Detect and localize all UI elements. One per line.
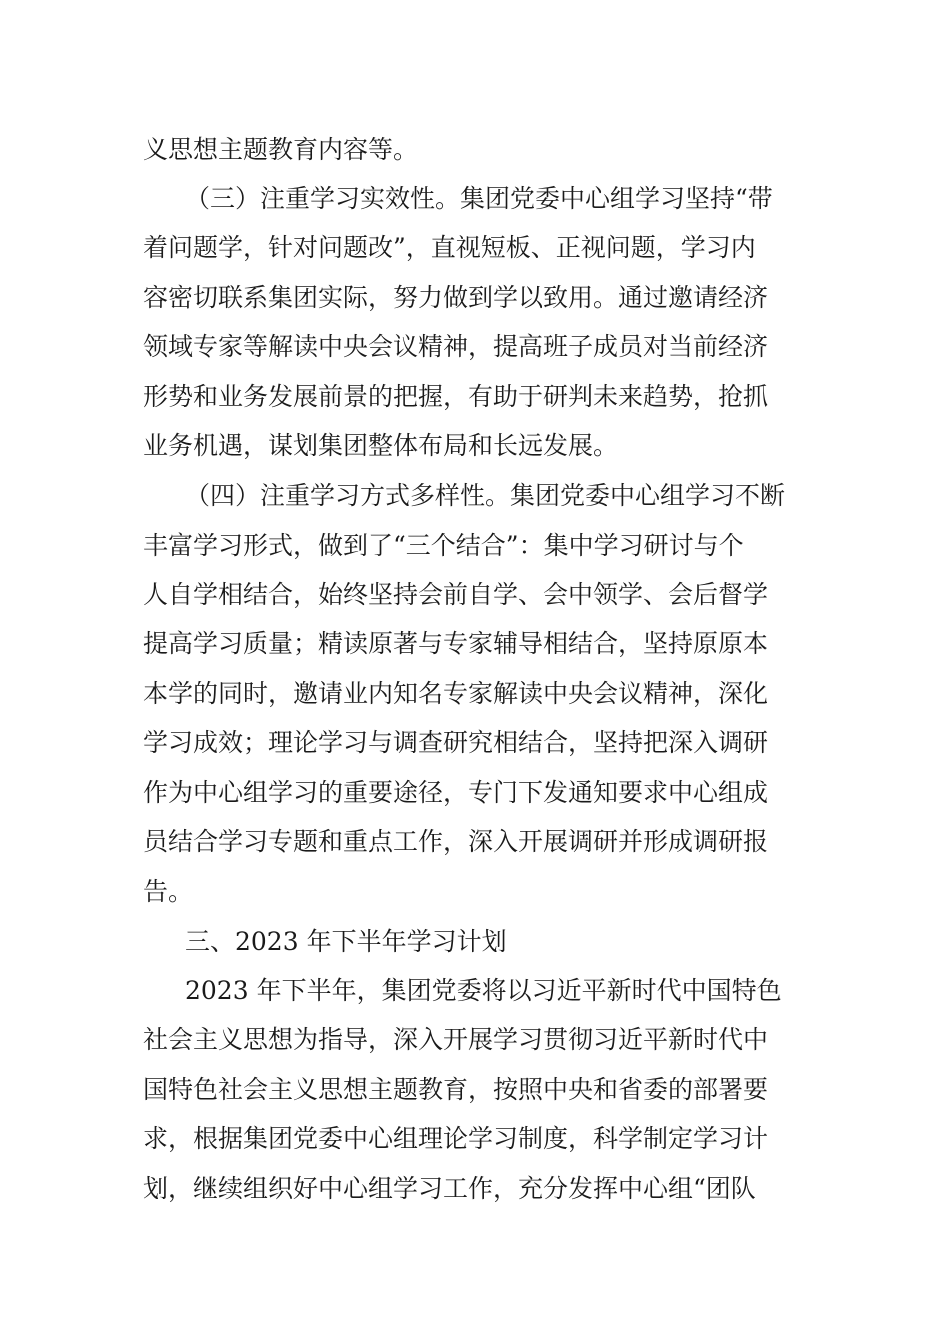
- text-line: 告。: [143, 877, 194, 906]
- text-line: 学习成效；理论学习与调查研究相结合，坚持把深入调研: [143, 728, 769, 757]
- text-line: 本学的同时，邀请业内知名专家解读中央会议精神，深化: [143, 679, 769, 708]
- text-line: 义思想主题教育内容等。: [143, 135, 419, 164]
- text-line: 领域专家等解读中央会议精神，提高班子成员对当前经济: [143, 332, 769, 361]
- text-line: 划，继续组织好中心组学习工作，充分发挥中心组“团队: [143, 1174, 756, 1203]
- text-line: 着问题学，针对问题改”，直视短板、正视问题，学习内: [143, 233, 756, 262]
- text-line: 形势和业务发展前景的把握，有助于研判未来趋势，抢抓: [143, 382, 769, 411]
- text-line: 员结合学习专题和重点工作，深入开展调研并形成调研报: [143, 827, 769, 856]
- text-line: 业务机遇，谋划集团整体布局和长远发展。: [143, 431, 619, 460]
- section-heading: 三、2023 年下半年学习计划: [185, 927, 507, 956]
- text-line: 社会主义思想为指导，深入开展学习贯彻习近平新时代中: [143, 1025, 769, 1054]
- paragraph-heading-4: （四）注重学习方式多样性。集团党委中心组学习不断: [185, 481, 786, 510]
- text-line: 提高学习质量；精读原著与专家辅导相结合，坚持原原本: [143, 629, 769, 658]
- text-line: 国特色社会主义思想主题教育，按照中央和省委的部署要: [143, 1075, 769, 1104]
- text-line: 丰富学习形式，做到了“三个结合”：集中学习研讨与个: [143, 531, 744, 560]
- text-line: 容密切联系集团实际，努力做到学以致用。通过邀请经济: [143, 283, 769, 312]
- text-line: 求，根据集团党委中心组理论学习制度，科学制定学习计: [143, 1124, 769, 1153]
- paragraph-heading-3: （三）注重学习实效性。集团党委中心组学习坚持“带: [185, 184, 773, 213]
- text-line: 作为中心组学习的重要途径，专门下发通知要求中心组成: [143, 778, 769, 807]
- text-line: 人自学相结合，始终坚持会前自学、会中领学、会后督学: [143, 580, 769, 609]
- text-line: 2023 年下半年，集团党委将以习近平新时代中国特色: [185, 976, 782, 1005]
